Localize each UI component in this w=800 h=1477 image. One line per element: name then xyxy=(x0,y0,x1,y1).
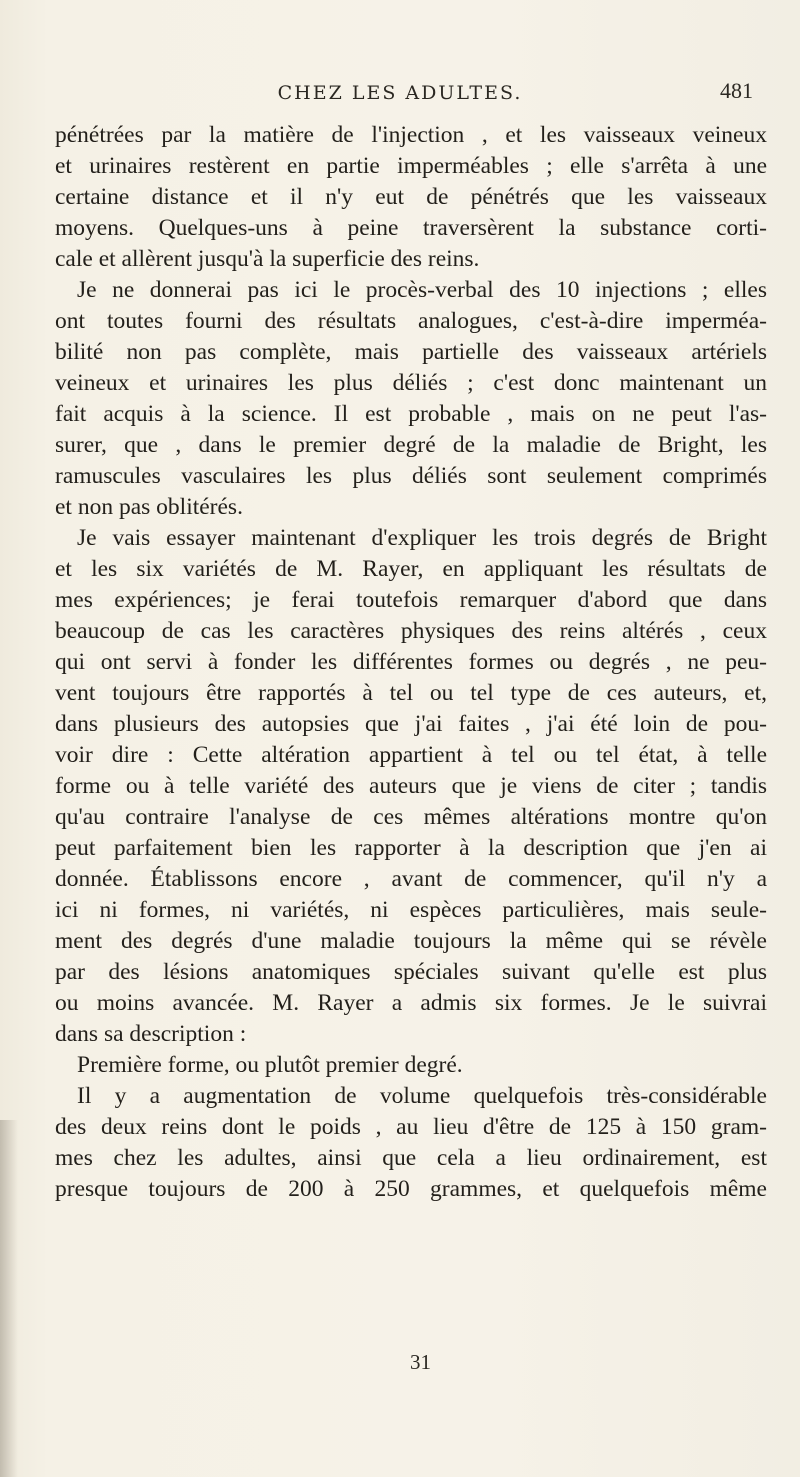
text-line: Il y a augmentation de volume quelquefois très-considérable xyxy=(77,1083,767,1109)
text-line: beaucoup de cas les caractères physiques des reins altérés , ceux xyxy=(55,618,767,644)
text-line: ou moins avancée. M. Rayer a admis six formes. Je le suivrai xyxy=(55,990,767,1016)
text-line: surer, que , dans le premier degré de la maladie de Bright, les xyxy=(55,432,767,458)
text-line: Je ne donnerai pas ici le procès-verbal des 10 injections ; elles xyxy=(77,277,767,303)
text-line: Première forme, ou plutôt premier degré. xyxy=(77,1052,463,1078)
text-line: qu'au contraire l'analyse de ces mêmes altérations montre qu'on xyxy=(55,804,767,830)
text-line: bilité non pas complète, mais partielle des vaisseaux artériels xyxy=(55,339,767,365)
text-line: ramuscules vasculaires les plus déliés sont seulement comprimés xyxy=(55,463,767,489)
text-line: certaine distance et il n'y eut de pénétrés que les vaisseaux xyxy=(55,184,767,210)
text-line: dans sa description : xyxy=(55,1021,247,1047)
text-line: presque toujours de 200 à 250 grammes, et quelquefois même xyxy=(55,1176,767,1202)
text-line: par des lésions anatomiques spéciales suivant qu'elle est plus xyxy=(55,959,767,985)
text-line: et non pas oblitérés. xyxy=(55,494,243,520)
body-text xyxy=(55,120,767,1205)
text-line: dans plusieurs des autopsies que j'ai faites , j'ai été loin de pou- xyxy=(55,711,767,737)
text-line: Je vais essayer maintenant d'expliquer les trois degrés de Bright xyxy=(77,525,767,551)
text-line: ment des degrés d'une maladie toujours la même qui se révèle xyxy=(55,928,767,954)
text-line: forme ou à telle variété des auteurs que je viens de citer ; tandis xyxy=(55,773,767,799)
text-line: cale et allèrent jusqu'à la superficie des reins. xyxy=(55,246,480,272)
text-line: vent toujours être rapportés à tel ou tel type de ces auteurs, et, xyxy=(55,680,767,706)
text-line: veineux et urinaires les plus déliés ; c'est donc maintenant un xyxy=(55,370,767,396)
text-line: qui ont servi à fonder les différentes formes ou degrés , ne peu- xyxy=(55,649,767,675)
text-line: pénétrées par la matière de l'injection , et les vaisseaux veineux xyxy=(55,122,767,148)
text-line: voir dire : Cette altération appartient à tel ou tel état, à telle xyxy=(55,742,767,768)
text-line: mes chez les adultes, ainsi que cela a lieu ordinairement, est xyxy=(55,1145,767,1171)
page-number: 481 xyxy=(720,78,753,103)
text-line: mes expériences; je ferai toutefois remarquer d'abord que dans xyxy=(55,587,767,613)
text-line: ici ni formes, ni variétés, ni espèces particulières, mais seule- xyxy=(55,897,767,923)
text-line: fait acquis à la science. Il est probable , mais on ne peut l'as- xyxy=(55,401,767,427)
running-title: CHEZ LES ADULTES. xyxy=(277,82,523,104)
text-line: moyens. Quelques-uns à peine traversèrent la substance corti- xyxy=(55,215,767,241)
binding-shadow xyxy=(0,1120,18,1477)
text-line: ont toutes fourni des résultats analogues, c'est-à-dire imperméa- xyxy=(55,308,767,334)
signature-mark: 31 xyxy=(410,1350,431,1374)
text-line: et les six variétés de M. Rayer, en appliquant les résultats de xyxy=(55,556,767,582)
text-line: et urinaires restèrent en partie imperméables ; elle s'arrêta à une xyxy=(55,153,767,179)
text-line: donnée. Établissons encore , avant de commencer, qu'il n'y a xyxy=(55,866,767,892)
text-line: peut parfaitement bien les rapporter à la description que j'en ai xyxy=(55,835,767,861)
text-line: des deux reins dont le poids , au lieu d'être de 125 à 150 gram- xyxy=(55,1114,767,1140)
